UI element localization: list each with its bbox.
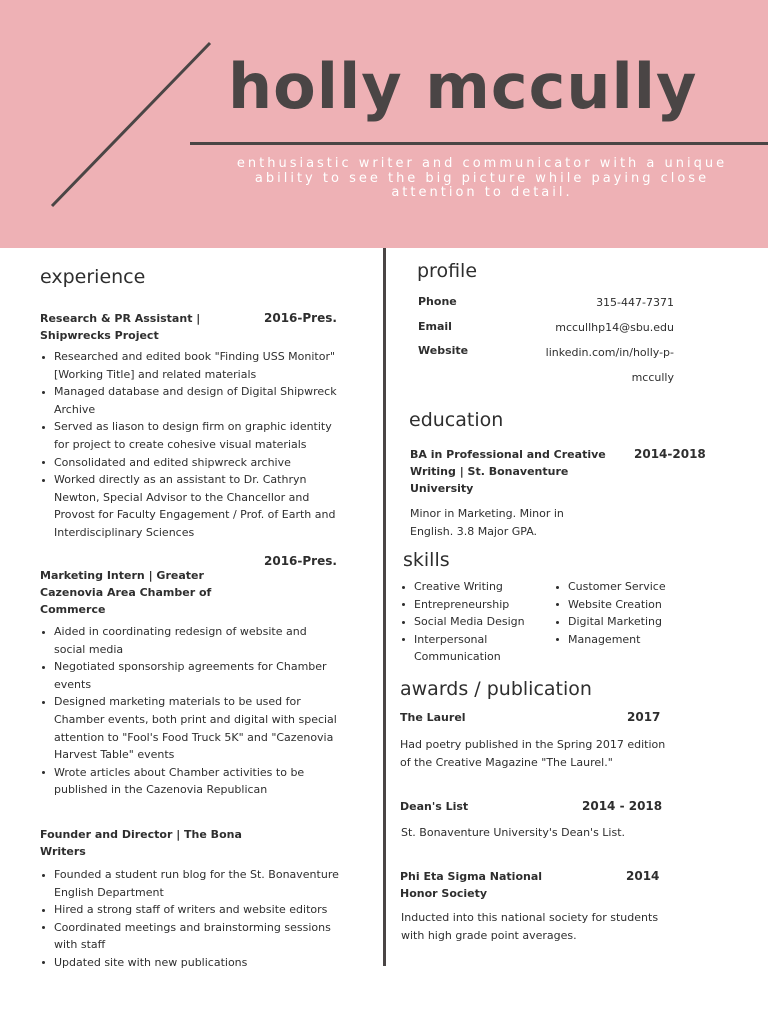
name-underline [190,142,768,145]
list-item: Updated site with new publications [40,954,340,972]
skill-item: Customer Service [554,578,704,596]
header-banner [0,0,768,248]
list-item: Designed marketing materials to be used for Chamber events, both print and digital with special attention to "Fool's Food Truck 5K" and "Cazenovia Harvest Table" events [40,693,340,763]
skill-item: Management [554,631,704,649]
job-title-3: Founder and Director | The Bona Writers [40,828,242,858]
education-heading: education [409,409,504,431]
list-item: Wrote articles about Chamber activities to be published in the Cazenovia Republican [40,764,340,799]
phone-value: 315-447-7371 [596,296,674,309]
job-bullets-1 [40,348,340,542]
degree-title: BA in Professional and Creative Writing | St. Bonaventure University [410,448,606,495]
skill-item: Entrepreneurship [400,596,540,614]
skill-item: Creative Writing [400,578,540,596]
list-item: Aided in coordinating redesign of website and social media [40,623,340,658]
skill-item: Social Media Design [400,613,540,631]
award-date-3: 2014 [626,869,660,883]
column-divider [383,248,386,966]
website-label: Website [418,344,469,357]
education-date: 2014-2018 [634,447,706,461]
diagonal-slash-decoration [0,0,768,248]
job-date-1: 2016-Pres. [264,311,337,325]
list-item: Managed database and design of Digital Shipwreck Archive [40,383,340,418]
list-item: Consolidated and edited shipwreck archive [40,454,340,472]
profile-heading: profile [417,260,478,282]
job-title-2: Marketing Intern | Greater Cazenovia Area Chamber of Commerce [40,569,212,616]
award-title-2: Dean's List [400,800,469,813]
list-item: Founded a student run blog for the St. Bonaventure English Department [40,866,340,901]
experience-heading: experience [40,266,146,288]
awards-heading: awards / publication [400,678,592,700]
award-desc-1: Had poetry published in the Spring 2017 edition of the Creative Magazine "The Laurel." [400,738,666,769]
award-desc-2: St. Bonaventure University's Dean's List. [401,826,626,839]
job-title-1: Research & PR Assistant | Shipwrecks Project [40,312,201,342]
list-item: Hired a strong staff of writers and website editors [40,901,340,919]
job-date-2: 2016-Pres. [264,554,337,568]
email-value: mccullhp14@sbu.edu [555,321,674,334]
skill-item: Website Creation [554,596,704,614]
phone-label: Phone [418,295,457,308]
list-item: Served as liason to design firm on graphic identity for project to create cohesive visual materials [40,418,340,453]
award-date-2: 2014 - 2018 [582,799,663,813]
skill-item: Interpersonal Communication [400,631,540,666]
job-bullets-3 [40,866,340,972]
list-item: Worked directly as an assistant to Dr. Cathryn Newton, Special Advisor to the Chancellor and Provost for Faculty Engagement / Prof. of Earth and Interdisciplinary Sciences [40,471,340,541]
skills-list-right [554,578,704,648]
tagline: enthusiastic writer and communicator with a unique ability to see the big picture while paying close attention to detail. [236,156,728,200]
website-value: linkedin.com/in/holly-p-mccully [545,346,674,384]
email-label: Email [418,320,452,333]
list-item: Researched and edited book "Finding USS Monitor" [Working Title] and related materials [40,348,340,383]
award-date-1: 2017 [627,710,661,724]
award-desc-3: Inducted into this national society for students with high grade point averages. [401,911,659,942]
skills-list-left [400,578,540,666]
skill-item: Digital Marketing [554,613,704,631]
job-bullets-2 [40,623,340,799]
education-details: Minor in Marketing. Minor in English. 3.8 Major GPA. [410,507,564,538]
award-title-3: Phi Eta Sigma National Honor Society [400,870,543,900]
skills-heading: skills [403,549,450,571]
award-title-1: The Laurel [400,711,466,724]
candidate-name: holly mccully [228,50,698,123]
list-item: Coordinated meetings and brainstorming sessions with staff [40,919,340,954]
list-item: Negotiated sponsorship agreements for Chamber events [40,658,340,693]
